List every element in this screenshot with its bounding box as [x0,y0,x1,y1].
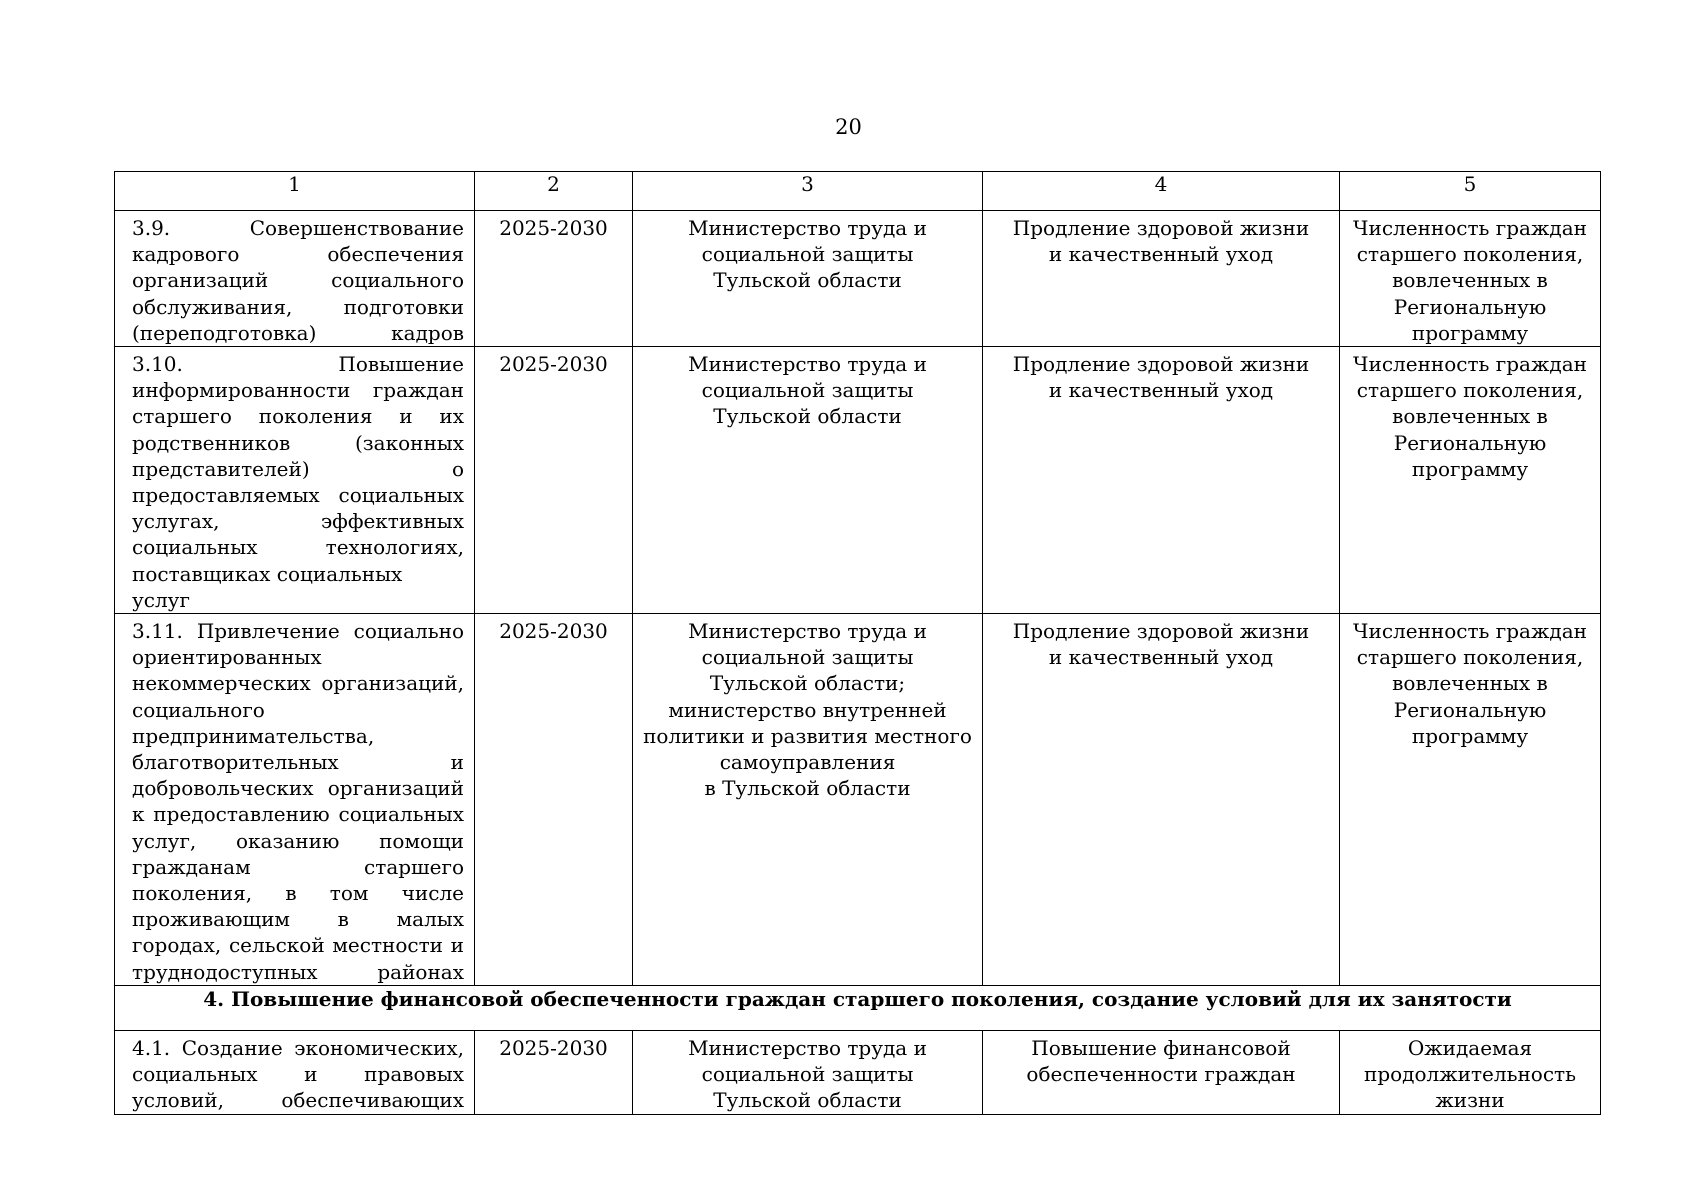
column-header: 2 [475,172,633,211]
result-cell [983,211,1340,347]
executor-line: Министерство труда и [688,352,927,377]
measure-line: труднодоступных районах [132,959,464,984]
measure-line: городах, сельской местности и [132,933,464,958]
period-cell: 2025-2030 [475,211,633,347]
executor-line: социальной защиты [701,1062,914,1087]
executor-line: Министерство труда и [688,619,927,644]
period-cell: 2025-2030 [475,347,633,614]
executor-line: Министерство труда и [688,216,927,240]
indicator-line: старшего поколения, [1356,378,1584,403]
table-row [115,614,1601,986]
executor-line: Тульской области [713,1088,902,1113]
indicator-line: вовлеченных в [1392,671,1548,696]
measure-line: организаций социального [132,268,464,293]
indicator-line: Численность граждан [1353,216,1587,240]
measure-line: (переподготовка) кадров [132,320,464,345]
measure-line: благотворительных и [132,750,464,775]
measure-line: услуг, оказанию помощи [132,828,464,853]
indicator-line: Численность граждан [1353,619,1587,644]
executor-cell [633,347,983,614]
indicator-line: программу [1411,723,1529,748]
table-row [115,347,1601,614]
measure-line: поставщиках социальных услуг [132,561,403,612]
section-heading-row [115,985,1601,1030]
table-row [115,211,1601,347]
indicator-line: старшего поколения, [1356,242,1584,267]
period-cell: 2025-2030 [475,614,633,986]
result-cell [983,1030,1340,1114]
indicator-line: программу [1411,456,1529,481]
measure-line: кадрового обеспечения [132,242,464,267]
measure-cell [115,211,475,347]
column-header: 5 [1340,172,1601,211]
page-number: 20 [835,115,862,139]
measure-line: 3.9. Совершенствование [132,216,464,240]
measure-line: некоммерческих организаций, [132,671,464,696]
measure-line: к предоставлению социальных [132,802,464,827]
result-line: и качественный уход [1048,645,1274,670]
executor-cell [633,1030,983,1114]
indicator-cell [1340,347,1601,614]
column-header: 4 [983,172,1340,211]
period-cell: 2025-2030 [475,1030,633,1114]
measure-line: проживающим в малых [132,907,464,932]
indicator-line: вовлеченных в [1392,268,1548,293]
table-row [115,1030,1601,1114]
executor-line: социальной защиты [701,378,914,403]
result-line: и качественный уход [1048,242,1274,267]
measure-line: родственников (законных [132,430,464,455]
indicator-line: продолжительность [1364,1062,1576,1087]
measure-cell [115,1030,475,1114]
table-header-row [115,172,1601,211]
measure-line: социального [132,697,265,722]
executor-line: Тульской области [713,404,902,429]
measure-line: социальных технологиях, [132,535,464,560]
executor-line: в Тульской области [704,776,911,801]
measure-line: услугах, эффективных [132,509,464,534]
measure-line: обслуживания, подготовки [132,294,464,319]
measure-line: социальных и правовых [132,1062,464,1087]
column-header: 3 [633,172,983,211]
indicator-cell [1340,614,1601,986]
program-table [114,171,1601,1115]
executor-line: социальной защиты [701,242,914,267]
executor-line: Тульской области; [709,671,906,696]
indicator-line: Региональную [1393,294,1547,319]
measure-line: ориентированных [132,645,322,670]
section-title: 4. Повышение финансовой обеспеченности граждан старшего поколения, создание условий для их занятости [115,985,1601,1030]
result-line: Продление здоровой жизни [1012,216,1310,240]
result-cell [983,614,1340,986]
measure-line: представителей) о [132,456,464,481]
indicator-line: вовлеченных в [1392,404,1548,429]
indicator-cell [1340,211,1601,347]
measure-cell [115,614,475,986]
result-cell [983,347,1340,614]
executor-line: политики и развития местного [643,723,972,748]
executor-cell [633,614,983,986]
column-header: 1 [115,172,475,211]
executor-line: министерство внутренней [668,697,947,722]
indicator-line: Региональную [1393,430,1547,455]
executor-line: Министерство труда и [688,1035,927,1060]
result-line: Продление здоровой жизни [1012,352,1310,377]
measure-line: старшего поколения и их [132,404,464,429]
indicator-line: Ожидаемая [1407,1035,1533,1060]
indicator-line: программу [1411,320,1529,345]
executor-line: социальной защиты [701,645,914,670]
measure-line: условий, обеспечивающих [132,1088,464,1113]
indicator-cell [1340,1030,1601,1114]
indicator-line: Региональную [1393,697,1547,722]
measure-line: добровольческих организаций [132,776,464,801]
result-line: обеспеченности граждан [1026,1062,1296,1087]
result-line: Повышение финансовой [1031,1035,1291,1060]
measure-line: 3.10. Повышение [132,352,464,377]
measure-line: гражданам старшего [132,854,464,879]
measure-line: поколения, в том числе [132,881,464,906]
result-line: и качественный уход [1048,378,1274,403]
indicator-line: Численность граждан [1353,352,1587,377]
measure-line: 3.11. Привлечение социально [132,619,464,644]
result-line: Продление здоровой жизни [1012,619,1310,644]
measure-line: предоставляемых социальных [132,483,464,508]
indicator-line: жизни [1435,1088,1505,1113]
measure-line: предпринимательства, [132,723,375,748]
indicator-line: старшего поколения, [1356,645,1584,670]
executor-line: самоуправления [719,750,896,775]
measure-cell [115,347,475,614]
measure-line: информированности граждан [132,378,464,403]
measure-line: 4.1. Создание экономических, [132,1035,464,1060]
executor-line: Тульской области [713,268,902,293]
executor-cell [633,211,983,347]
